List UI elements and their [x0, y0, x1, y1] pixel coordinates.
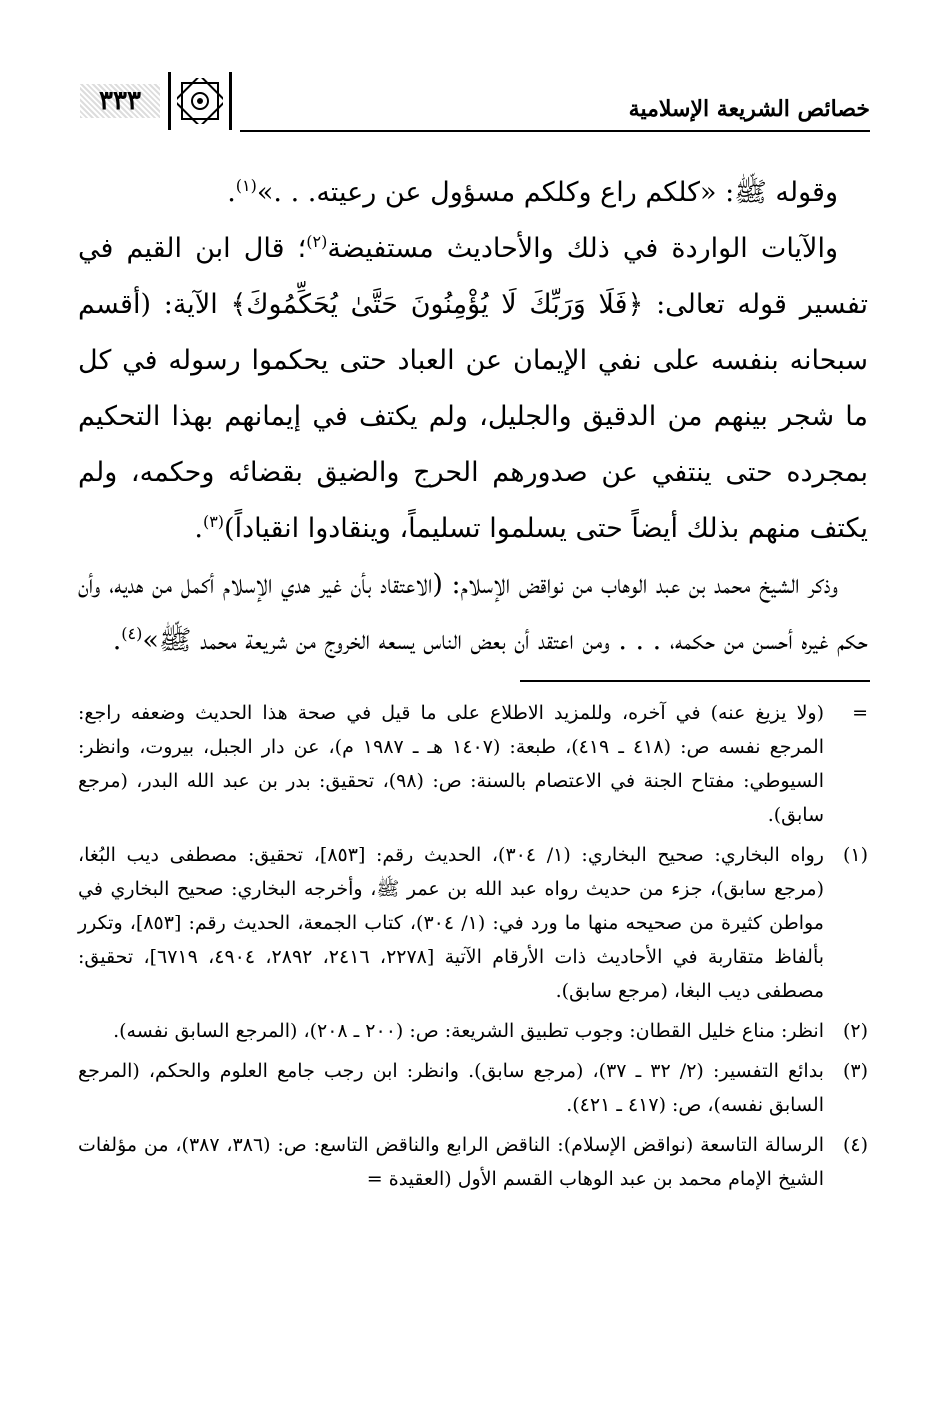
footnote-continued: = (ولا يزيغ عنه) في آخره، وللمزيد الاطلاع على ما قيل في صحة هذا الحديث وضعفه راجع: المرجع نفسه ص: (٤١٨ ـ ٤١٩)، طبعة: (١٤٠٧ هـ ـ ١٩٨٧ م)، عن دار الجبل، بيروت، وانظر: السيوطي: مفتاح الجنة في الاعتصام بالسنة: ص: (٩٨)، تحقيق: بدر بن عبد الله البدر، (مرجع سابق).	[78, 702, 868, 826]
footnote-divider	[520, 680, 870, 682]
header-rule	[240, 130, 870, 132]
footnote-ref-3: (٣)	[202, 512, 225, 531]
footnote-ref-2: (٢)	[306, 232, 328, 251]
paragraph-3: وذكر الشيخ محمد بن عبد الوهاب من نواقض الإسلام: (الاعتقاد بأن غير هدي الإسلام أكمل من هديه، وأن حكم غيره أحسن من حكمه، . . . ومن اعتقد أن بعض الناس يسعه الخروج من شريعة محمد ﷺ»$^{(٤)}$.	[78, 569, 868, 656]
footnote-1: (١) رواه البخاري: صحيح البخاري: (١/ ٣٠٤)، الحديث رقم: [٨٥٣]، تحقيق: مصطفى ديب البُغا، (مرجع سابق)، جزء من حديث رواه عبد الله بن عمر ﷺ، وأخرجه البخاري: صحيح البخاري في مواطن كثيرة من صحيحه منها ما ورد في: (١/ ٣٠٤)، كتاب الجمعة، الحديث رقم: [٨٥٣]، وتكرر بألفاظ متقاربة في الأحاديث ذات الأرقام الآتية [٢٢٧٨، ٢٤١٦، ٢٨٩٢، ٤٩٠٤، ٦٧١٩]، تحقيق: مصطفى ديب البغا، (مرجع سابق).	[78, 844, 868, 1002]
paragraph-2: والآيات الواردة في ذلك والأحاديث مستفيضة$^{(٢)}$؛ قال ابن القيم في تفسير قوله تعالى: ﴿فَلَا وَرَبِّكَ لَا يُؤْمِنُونَ حَتَّىٰ يُحَكِّمُوكَ﴾ الآية: (أقسم سبحانه بنفسه على نفي الإيمان عن العباد حتى يحكموا رسوله في كل ما شجر بينهم من الدقيق والجليل، ولم يكتف في إيمانهم بهذا التحكيم بمجرده حتى ينتفي عن صدورهم الحرج والضيق بقضائه وحكمه، ولم يكتف منهم بذلك أيضاً حتى يسلموا تسليماً، وينقادوا انقياداً)$^{(٣)}$.	[78, 232, 868, 544]
footnote-ref-4: (٤)	[121, 624, 143, 643]
page-number-box	[80, 70, 240, 132]
paragraph-1: وقوله ﷺ: «كلكم راع وكلكم مسؤول عن رعيته. . .»$^{(١)}$.	[227, 176, 838, 208]
footnote-ref-1: (١)	[235, 176, 257, 195]
footnote-4: (٤) الرسالة التاسعة (نواقض الإسلام): الناقض الرابع والناقض التاسع: ص: (٣٨٦، ٣٨٧)، من مؤلفات الشيخ الإمام محمد بن عبد الوهاب القسم الأول (العقيدة =	[78, 1134, 868, 1190]
footnotes	[78, 696, 868, 1202]
page-number: ٣٣٣	[80, 84, 160, 118]
running-title: خصائص الشريعة الإسلامية	[628, 96, 870, 122]
ornament-icon	[168, 72, 232, 130]
footnote-3: (٣) بدائع التفسير: (٢/ ٣٢ ـ ٣٧)، (مرجع سابق). وانظر: ابن رجب جامع العلوم والحكم، (المرجع السابق نفسه)، ص: (٤١٧ ـ ٤٢١).	[78, 1060, 868, 1116]
main-text	[78, 165, 868, 669]
page-header	[80, 70, 870, 132]
footnote-2: (٢) انظر: مناع خليل القطان: وجوب تطبيق الشريعة: ص: (٢٠٠ ـ ٢٠٨)، (المرجع السابق نفسه).	[113, 1020, 868, 1042]
